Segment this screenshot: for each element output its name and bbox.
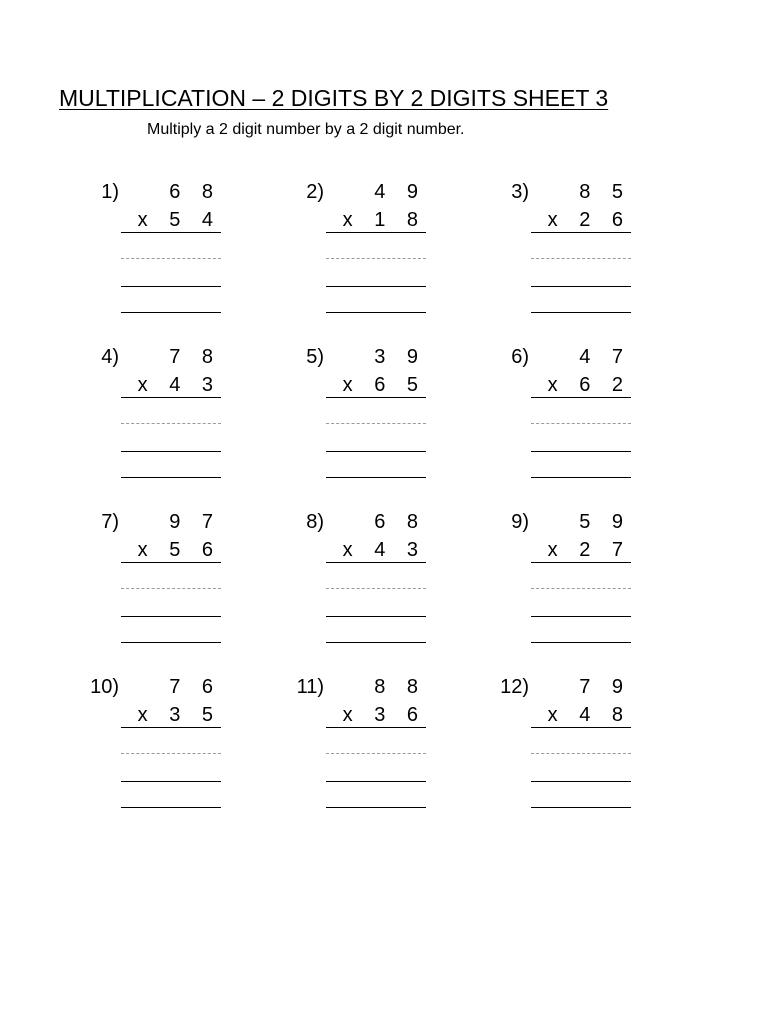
partial-product-line [121, 286, 221, 287]
partial-product-line [531, 616, 631, 617]
partial-product-line [121, 781, 221, 782]
problem-number: 7) [101, 511, 119, 533]
answer-line [121, 477, 221, 478]
multiplier: x 2 6 [547, 209, 631, 231]
answer-line [531, 477, 631, 478]
carry-dashed-line [121, 423, 221, 424]
multiplier: x 3 6 [342, 704, 426, 726]
partial-product-line [121, 451, 221, 452]
problem-number: 12) [500, 676, 529, 698]
carry-dashed-line [326, 258, 426, 259]
problem-9 [489, 510, 749, 660]
multiplicand: 4 7 [579, 346, 631, 368]
answer-line [531, 312, 631, 313]
answer-line [326, 312, 426, 313]
carry-dashed-line [326, 753, 426, 754]
problem-number: 1) [101, 181, 119, 203]
problem-number: 10) [90, 676, 119, 698]
multiplicand: 7 6 [169, 676, 221, 698]
problem-number: 8) [306, 511, 324, 533]
multiplicand: 4 9 [374, 181, 426, 203]
multiplicand: 8 8 [374, 676, 426, 698]
operation-underline [531, 562, 631, 563]
carry-dashed-line [326, 423, 426, 424]
multiplier: x 3 5 [137, 704, 221, 726]
operation-underline [531, 727, 631, 728]
carry-dashed-line [121, 258, 221, 259]
partial-product-line [531, 286, 631, 287]
carry-dashed-line [531, 753, 631, 754]
operation-underline [326, 397, 426, 398]
multiplier: x 5 4 [137, 209, 221, 231]
answer-line [326, 807, 426, 808]
problem-number: 3) [511, 181, 529, 203]
carry-dashed-line [531, 423, 631, 424]
multiplier: x 5 6 [137, 539, 221, 561]
problem-3 [489, 180, 749, 330]
multiplier: x 6 5 [342, 374, 426, 396]
operation-underline [121, 727, 221, 728]
answer-line [326, 642, 426, 643]
multiplicand: 3 9 [374, 346, 426, 368]
partial-product-line [121, 616, 221, 617]
problem-number: 9) [511, 511, 529, 533]
partial-product-line [531, 781, 631, 782]
operation-underline [531, 397, 631, 398]
problem-number: 4) [101, 346, 119, 368]
multiplicand: 6 8 [374, 511, 426, 533]
answer-line [326, 477, 426, 478]
worksheet-instructions: Multiply a 2 digit number by a 2 digit number. [147, 121, 465, 138]
operation-underline [326, 562, 426, 563]
answer-line [531, 642, 631, 643]
operation-underline [326, 232, 426, 233]
partial-product-line [326, 286, 426, 287]
problem-number: 5) [306, 346, 324, 368]
problem-6 [489, 345, 749, 495]
carry-dashed-line [121, 753, 221, 754]
carry-dashed-line [531, 588, 631, 589]
partial-product-line [531, 451, 631, 452]
multiplier: x 4 8 [547, 704, 631, 726]
partial-product-line [326, 451, 426, 452]
partial-product-line [326, 781, 426, 782]
worksheet-title: MULTIPLICATION – 2 DIGITS BY 2 DIGITS SHEET 3 [59, 85, 609, 111]
multiplier: x 4 3 [342, 539, 426, 561]
answer-line [121, 807, 221, 808]
multiplicand: 5 9 [579, 511, 631, 533]
multiplicand: 6 8 [169, 181, 221, 203]
multiplicand: 9 7 [169, 511, 221, 533]
multiplicand: 7 8 [169, 346, 221, 368]
multiplier: x 2 7 [547, 539, 631, 561]
multiplicand: 8 5 [579, 181, 631, 203]
problem-number: 2) [306, 181, 324, 203]
problem-number: 11) [296, 676, 324, 698]
operation-underline [531, 232, 631, 233]
answer-line [531, 807, 631, 808]
multiplier: x 4 3 [137, 374, 221, 396]
operation-underline [326, 727, 426, 728]
operation-underline [121, 562, 221, 563]
carry-dashed-line [326, 588, 426, 589]
multiplier: x 6 2 [547, 374, 631, 396]
carry-dashed-line [121, 588, 221, 589]
problem-number: 6) [511, 346, 529, 368]
operation-underline [121, 397, 221, 398]
multiplier: x 1 8 [342, 209, 426, 231]
multiplicand: 7 9 [579, 676, 631, 698]
answer-line [121, 312, 221, 313]
problem-12 [489, 675, 749, 825]
answer-line [121, 642, 221, 643]
operation-underline [121, 232, 221, 233]
partial-product-line [326, 616, 426, 617]
carry-dashed-line [531, 258, 631, 259]
